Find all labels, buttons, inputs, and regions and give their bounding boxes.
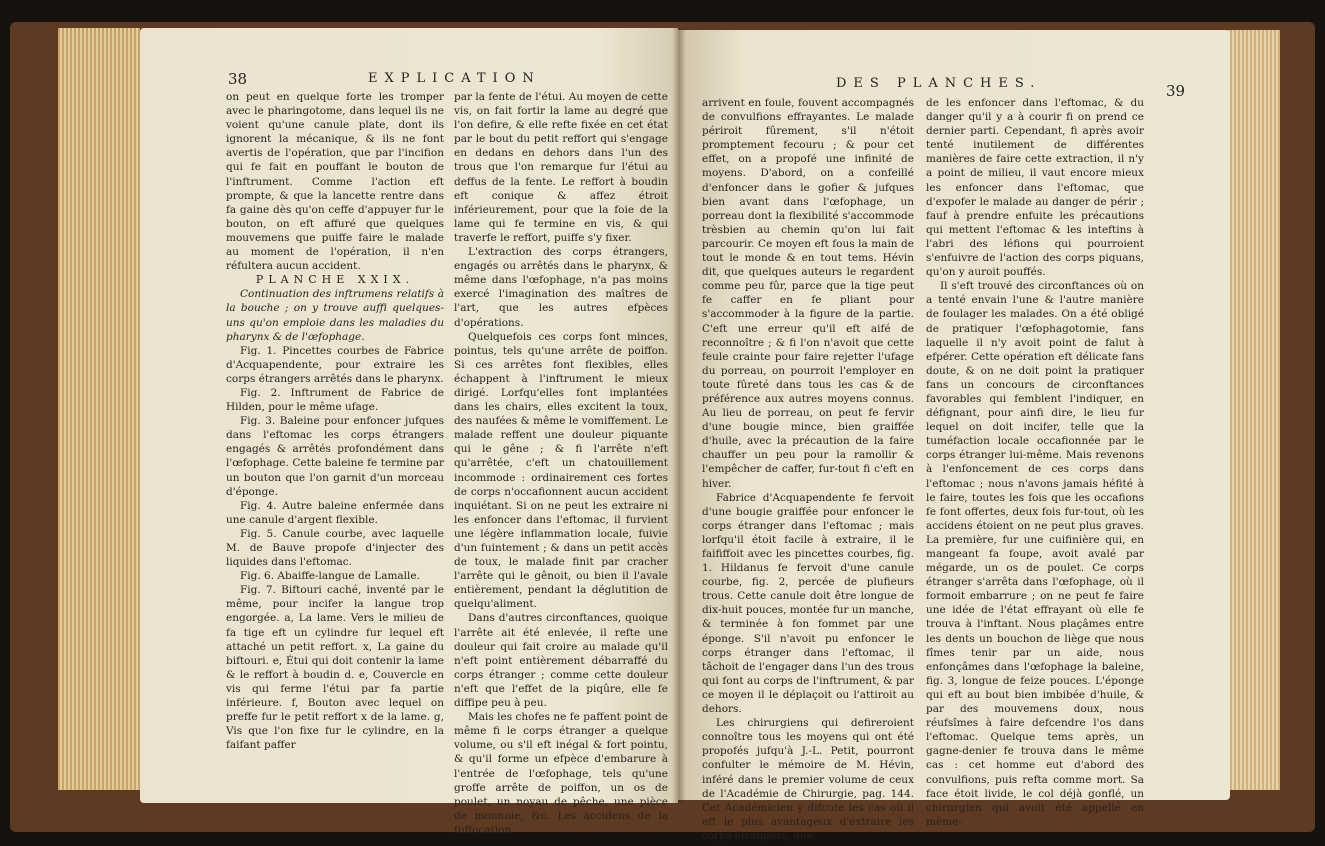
paragraph: Mais les chofes ne fe paffent point de même fi le corps étranger a quelque volume, ou s'il eft inégal & fort pointu, & qu'il forme un efpèce d'embarure à l'entrée de l'œfophage, tels qu'une groffe arrête de poiffon, un os de poulet, un noyau de pêche, une pièce de monnoie, &c. Les accidens de la fuffocation — [454, 711, 668, 836]
left-column-2 — [454, 90, 668, 837]
paragraph: Il s'eft trouvé des circonftances où on a tenté envain l'une & l'autre manière de foulager les malades. On a été obligé de pratiquer l'œfophagotomie, fans laquelle il n'y avoit point de falut à efpérer. Cette opération eft délicate fans doute, & on ne doit point la pratiquer fans un concours de circonftances favorables qui femblent l'indiquer, en défignant, pour ainfi dire, le lieu fur lequel on doit incifer, telle que la tuméfaction locale occafionnée par le corps étranger lui-même. Mais revenons à l'enfoncement de ces corps dans l'eftomac ; nous n'avons jamais héfité à le faire, toutes les fois que les occafions fe font offertes, deux fois fur-tout, où les accidens étoient on ne peut plus graves. La première, fur une cuifinière qui, en mangeant fa foupe, avoit avalé par mégarde, un os de poulet. Ce corps étranger s'arrêta dans l'œfophage, où il formoit embarrure ; on ne peut fe faire une idée de l'état effrayant où elle fe trouva à l'inftant. Nous plaçâmes entre les dents un bouchon de liège que nous fîmes tenir par un aide, nous enfonçâmes dans l'œfophage la baleine, fig. 3, longue de feize pouces. L'éponge qui eft au bout bien imbibée d'huile, & par des mouvemens doux, nous réufsîmes à faire defcendre l'os dans l'eftomac. Quelque tems après, un gagne-denier fe trouva dans le même cas : cet homme eut d'abord des convulfions, puis refta comme mort. Sa face étoit livide, le col déjà gonflé, un chirurgien qui avoit été appellé en même- — [926, 280, 1144, 828]
figure-entry: Fig. 7. Biftouri caché, inventé par le même, pour incifer la langue trop engorgée. a, La lame. Vers le milieu de fa tige eft un cylindre fur lequel eft attaché un petit reffort. x, La gaine du biftouri. e, Étui qui doit contenir la lame & le reffort à boudin d. e, Couvercle en vis qui ferme l'étui par fa partie inférieure. f, Bouton avec lequel on preffe fur le petit reffort x de la lame. g, Vis que l'on fixe fur le cylindre, en la faifant paffer — [226, 584, 444, 752]
figure-entry: Fig. 5. Canule courbe, avec laquelle M. de Bauve propofe d'injecter des liquides dans l'eftomac. — [226, 527, 444, 569]
paragraph: arrivent en foule, fouvent accompagnés de convulfions effrayantes. Le malade périroit fûrement, s'il n'étoit promptement fecouru ; & pour cet effet, on a propofé une infinité de moyens. D'abord, on a confeillé d'enfoncer dans le gofier & jufques bien avant dans l'œfophage, un porreau dont la flexibilité s'accommode trèsbien au chemin qu'on lui fait parcourir. Ce moyen eft fous la main de tout le monde & en tout tems. Hévin dit, que quelques auteurs le regardent comme peu fûr, parce que la tige peut fe caffer en fe pliant pour s'accommoder à la figure de la partie. C'eft une erreur qu'il eft aifé de reconnoître ; & fi l'on n'avoit que cette feule crainte pour faire rejetter l'ufage du porreau, on pourroit l'employer en toute fûreté dans tous les cas & de préférence aux autres moyens connus. Au lieu de porreau, on peut fe fervir d'une bougie mince, bien graiffée d'huile, avec la précaution de la faire chauffer un peu pour la ramollir & l'empêcher de caffer, fur-tout fi c'eft en hiver. — [702, 97, 914, 490]
right-column-1 — [702, 96, 914, 843]
figure-entry: Fig. 2. Inftrument de Fabrice de Hilden, pour le même ufage. — [226, 386, 444, 414]
page-edges-left — [58, 28, 140, 790]
paragraph: Quelquefois ces corps font minces, pointus, tels qu'une arrête de poiffon. Si ces arrêtes font flexibles, elles échappent à l'inftrument le mieux dirigé. Lorfqu'elles font implantées dans les chairs, elles excitent la toux, des naufées & même le vomiffement. Le malade reffent une douleur piquante qui le gêne ; & fi l'arrête n'eft qu'arrêtée, c'eft un chatouillement incommode : ordinairement ces fortes de corps n'occafionnent aucun accident inquiétant. Si on ne peut les extraire ni les enfoncer dans l'eftomac, il furvient une légère inflammation locale, fuivie d'un fuintement ; & dans un petit accès de toux, le malade finit par cracher l'arrête qui le gênoit, ou bien il l'avale entièrement, pendant la déglutition de quelqu'aliment. — [454, 330, 669, 611]
running-head-right: DES PLANCHES. — [836, 76, 1042, 91]
book-gutter — [672, 28, 686, 803]
page-number-right: 39 — [1166, 82, 1186, 100]
running-head-left: EXPLICATION — [368, 71, 541, 86]
paragraph: par la fente de l'étui. Au moyen de cette vis, on fait fortir la lame au degré que l'on defire, & elle refte fixée en cet état par le bout du petit reffort qui s'engage en dedans en dehors dans l'un des trous que l'on remarque fur l'étui au deffus de la fente. Le reffort à boudin eft conique & affez étroit inférieurement, pour que la foie de la lame qui fe termine en vis, & qui traverfe le reffort, puiffe s'y fixer. — [454, 91, 668, 244]
page-edges-right — [1228, 30, 1280, 790]
paragraph: Fabrice d'Acquapendente fe fervoit d'une bougie graiffée pour enfoncer le corps étranger dans l'eftomac ; mais lorfqu'il étoit facile à extraire, il le faififfoit avec les pincettes courbes, fig. 1. Hildanus fe fervoit d'une canule courbe, fig. 2, percée de plufieurs trous. Cette canule doit être longue de dix-huit pouces, montée fur un manche, & terminée à fon fommet par une éponge. S'il n'avoit pu enfoncer le corps étranger dans l'eftomac, il tâchoit de l'engager dans l'un des trous qui font au corps de l'inftrument, & par ce moyen il le déplaçoit ou l'attiroit au dehors. — [702, 491, 914, 716]
right-column-2 — [926, 96, 1144, 829]
plate-subtitle: Continuation des inftrumens relatifs à la bouche ; on y trouve auffi quelques-uns qu'on emploie dans les maladies du pharynx & de l'œfophage. — [226, 288, 444, 343]
figure-entry: Fig. 6. Abaiffe-langue de Lamalle. — [240, 570, 420, 583]
figure-entry: Fig. 1. Pincettes courbes de Fabrice d'Acquapendente, pour extraire les corps étrangers arrêtés dans le pharynx. — [226, 344, 444, 385]
page-number-left: 38 — [228, 70, 248, 88]
left-page — [140, 28, 678, 836]
paragraph: de les enfoncer dans l'eftomac, & du danger qu'il y a à courir fi on prend ce dernier parti. Cependant, fi après avoir tenté inutilement de différentes manières de faire cette extraction, il n'y a point de milieu, il vaut encore mieux les enfoncer dans l'eftomac, que d'expofer le malade au danger de périr ; fauf à prendre enfuite les précautions qui mettent l'eftomac & les inteftins à l'abri des léfions qui pourroient s'enfuivre de l'action des corps piquans, qu'on y auroit pouffés. — [926, 97, 1144, 279]
figure-entry: Fig. 4. Autre baleine enfermée dans une canule d'argent flexible. — [226, 499, 444, 526]
figure-entry: Fig. 3. Baleine pour enfoncer jufques dans l'eftomac les corps étrangers engagés & arrêtés profondément dans l'œfophage. Cette baleine fe termine par un bouton que l'on garnit d'un morceau d'éponge. — [226, 415, 444, 498]
paragraph: L'extraction des corps étrangers, engagés ou arrêtés dans le pharynx, & même dans l'œfophage, n'a pas moins exercé l'imagination des maîtres de l'art, que les autres efpèces d'opérations. — [454, 246, 668, 329]
right-page — [678, 30, 1230, 842]
paragraph: Dans d'autres circonftances, quoique l'arrête ait été enlevée, il refte une douleur qui fait croire au malade qu'il n'eft point entièrement débarraffé du corps étranger ; comme cette douleur n'eft que l'effet de la piqûre, elle fe diffipe peu à peu. — [454, 612, 668, 710]
paragraph: Les chirurgiens qui defireroient connoître tous les moyens qui ont été propofés jufqu'à J.-L. Petit, pourront confulter le mémoire de M. Hévin, inféré dans le premier volume de ceux de l'Académie de Chirurgie, pag. 144. Cet Académicien y difcute les cas où il eft le plus avantageux d'extraire les corps étrangers, que — [702, 717, 914, 842]
left-column-1 — [226, 90, 444, 752]
paragraph: on peut en quelque forte les tromper avec le pharingotome, dans lequel ils ne voient qu'une canule plate, dont ils ignorent la mécanique, & ils ne font avertis de l'opération, que par l'incifion qui fe fait en pouffant le bouton de l'inftrument. Comme l'action eft prompte, & que la lancette rentre dans fa gaine dès qu'on ceffe d'appuyer fur le bouton, on eft affuré que quelques mouvemens que puiffe faire le malade au moment de l'opération, il n'en réfultera aucun accident. — [226, 91, 444, 273]
plate-heading: PLANCHE XXIX. — [255, 273, 415, 287]
